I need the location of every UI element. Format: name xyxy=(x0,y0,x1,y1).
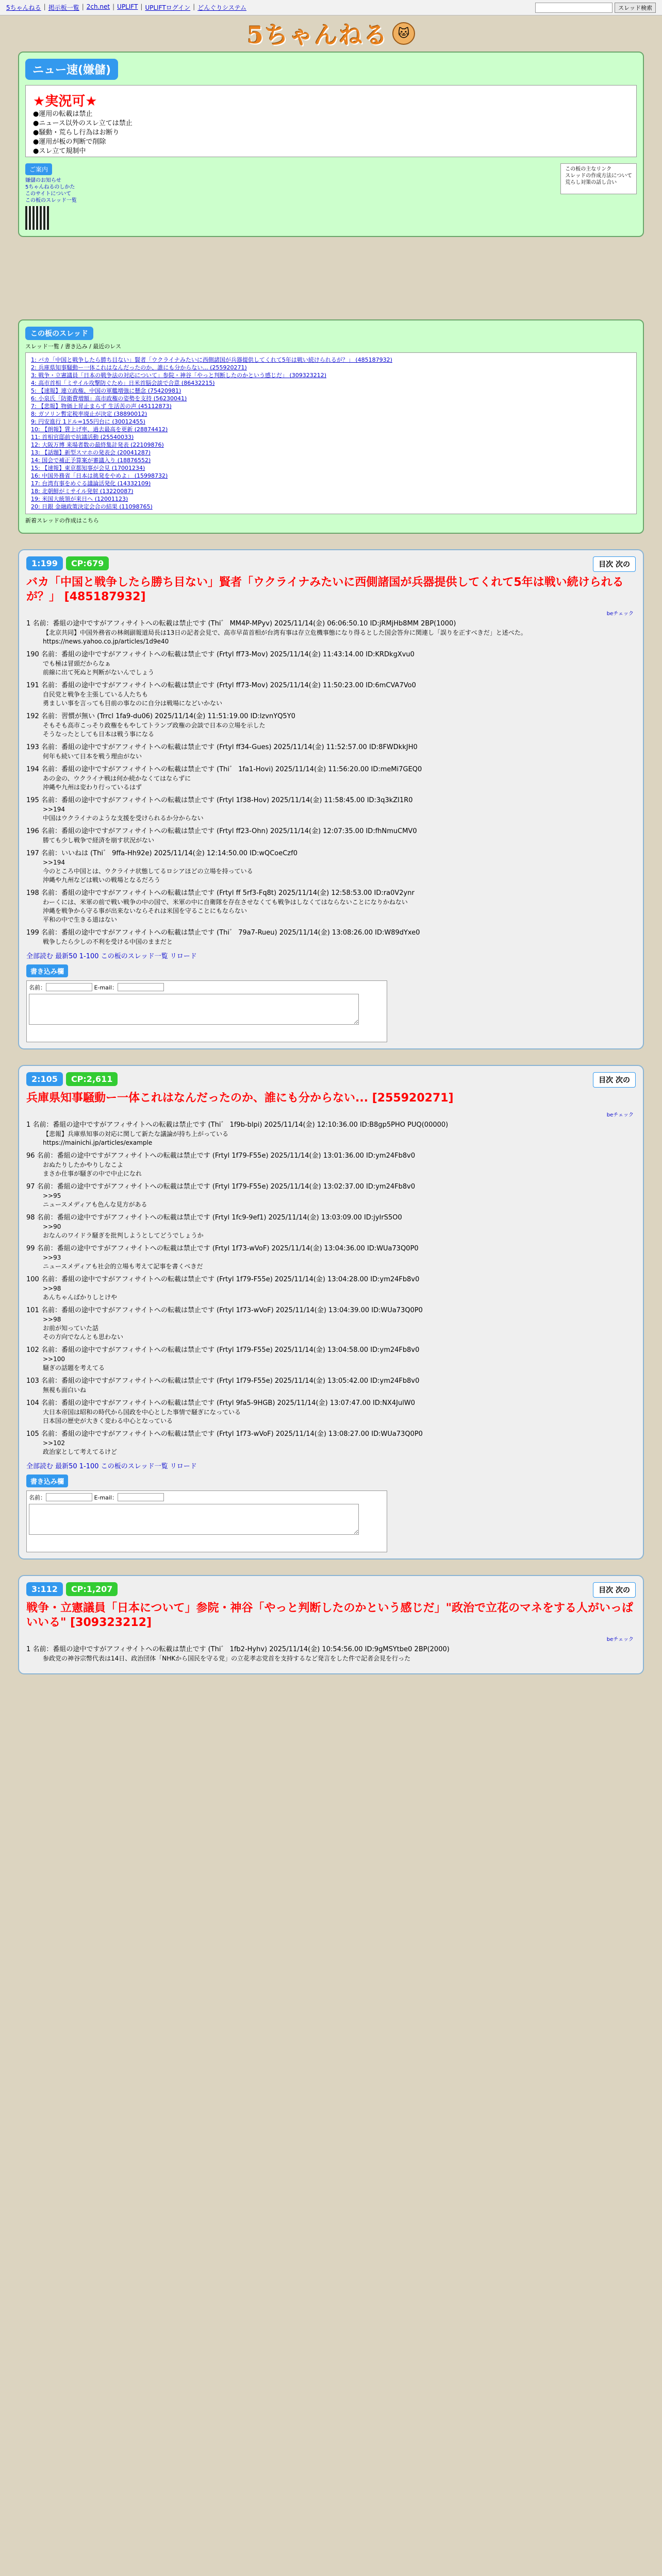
thread-list-item[interactable]: 16: 中国外務省「日本は挑発をやめよ」 (15998732) xyxy=(31,472,168,479)
post-body: >>102 政治家として考えてるけど xyxy=(43,1439,118,1455)
thread-list-item[interactable]: 19: 米国大統領が来日へ (12001123) xyxy=(31,496,128,502)
reply-form xyxy=(26,980,387,1042)
thread-list-item[interactable]: 3: 戦争・立憲議員「日本の戦争法の対応について」参院・神谷「やっと判断したのかという感じだ」 (309323212) xyxy=(31,372,327,379)
info-panel xyxy=(25,163,77,230)
thread-list-item[interactable]: 8: ガソリン暫定税率廃止が決定 (38890012) xyxy=(31,411,147,417)
thread-list-item[interactable]: 1: バカ「中国と戦争したら勝ち目ない」賢者「ウクライナみたいに西側諸国が兵器提供してくれて5年は戦い続けられるが？」 (485187932) xyxy=(31,357,392,363)
reply-box xyxy=(26,964,636,1042)
post-header: 102 名前：番組の途中ですがアフィサイトへの転載は禁止です (Frtyl 1f79-F55e) 2025/11/14(金) 13:04:58.00 ID:ym24Fb8v0 xyxy=(26,1346,420,1354)
post-body: >>90 おなんのワイドラ騒ぎを批判しようとしてどうでしょうか xyxy=(43,1223,204,1239)
thread-title[interactable]: 兵庫県知事騒動ー一体これはなんだったのか、誰にも分からない... [255920271] xyxy=(26,1092,454,1105)
post-body: 【悲報】兵庫県知事の対応に関して新たな議論が持ち上がっている https://mainichi.jp/articles/example xyxy=(43,1130,229,1146)
nav-links xyxy=(6,3,530,12)
rules-title: ★実況可★ xyxy=(33,94,97,109)
thread-list-item[interactable]: 5: 【速報】連立政権、中国の軍艦増強に懸念 (75420981) xyxy=(31,387,181,394)
thread-footer-nav[interactable]: 全部読む 最新50 1-100 この板のスレッド一覧 リロード xyxy=(26,953,197,960)
thread-block xyxy=(18,1065,644,1560)
post xyxy=(26,1645,636,1663)
thread-block xyxy=(18,549,644,1049)
ad-space xyxy=(18,237,644,319)
post xyxy=(26,743,636,761)
mail-input[interactable] xyxy=(118,1493,164,1501)
post-header: 1 名前：番組の途中ですがアフィサイトへの転載は禁止です (Thi゛ 1fb2-Hyhv) 2025/11/14(金) 10:54:56.00 ID:9gMSYtbe0 2BP(2000) xyxy=(26,1646,450,1653)
post-body: 何年も続いて日本を戦う理由がない xyxy=(43,753,142,760)
post-header: 199 名前：番組の途中ですがアフィサイトへの転載は禁止です (Thi゛ 79a7-Rueu) 2025/11/14(金) 13:08:26.00 ID:W89dYxe0 xyxy=(26,929,420,937)
info-right-line: この板の主なリンク xyxy=(565,166,612,172)
thread-list xyxy=(25,352,637,514)
search-input[interactable] xyxy=(535,3,613,13)
post-header: 198 名前：番組の途中ですがアフィサイトへの転載は禁止です (Frtyl ff 5rf3-Fq8t) 2025/11/14(金) 12:58:53.00 ID:ra0V2ynr xyxy=(26,889,415,897)
mail-label: E-mail： xyxy=(92,984,118,991)
thread-list-item[interactable]: 13: 【話題】新型スマホの発表会 (20041287) xyxy=(31,449,151,456)
be-check-label[interactable]: beチェック xyxy=(606,611,634,617)
info-button[interactable]: ご案内 xyxy=(25,163,52,175)
post xyxy=(26,1346,636,1372)
nav-separator: | xyxy=(43,3,46,10)
thread-nav-button[interactable]: 目次 次の xyxy=(593,1072,636,1088)
nav-separator: | xyxy=(140,3,143,10)
be-check xyxy=(26,608,636,617)
thread-list-item[interactable]: 6: 小泉氏「防衛費増額」高市政権の姿勢を支持 (56230041) xyxy=(31,395,187,402)
cp-badge: CP:2,611 xyxy=(66,1072,118,1086)
post-header: 195 名前：番組の途中ですがアフィサイトへの転載は禁止です (Frtyl 1f38-Hov) 2025/11/14(金) 11:58:45.00 ID:3q3kZI1R0 xyxy=(26,796,413,804)
post-header: 105 名前：番組の途中ですがアフィサイトへの転載は禁止です (Frtyl 1f73-wVoF) 2025/11/14(金) 13:08:27.00 ID:WUa73Q0P0 xyxy=(26,1430,423,1438)
post xyxy=(26,765,636,792)
post-header: 190 名前：番組の途中ですがアフィサイトへの転載は禁止です (Frtyl ff73-Mov) 2025/11/14(金) 11:43:14.00 ID:KRDkgXvu0 xyxy=(26,651,415,658)
rule-item: ●スレ立て規制中 xyxy=(33,147,86,155)
post-body: >>95 ニュースメディアも色んな見方がある xyxy=(43,1192,147,1208)
post-body: 大日本帝国は昭和の時代から国政を中心とした事情で騒ぎになっている 日本国の歴史が大きく変わる中心となっている xyxy=(43,1409,241,1425)
mail-input[interactable] xyxy=(118,983,164,991)
post-header: 191 名前：番組の途中ですがアフィサイトへの転載は禁止です (Frtyl ff73-Mov) 2025/11/14(金) 11:50:23.00 ID:6mCVA7Vo0 xyxy=(26,682,416,689)
reply-box xyxy=(26,1475,636,1552)
thread-list-item[interactable]: 2: 兵庫県知事騒動ー一体これはなんだったのか、誰にも分からない... (255920271) xyxy=(31,364,247,371)
thread-list-item[interactable]: 4: 高市首相「ミサイル攻撃防ぐため」日米首脳会談で合意 (86432215) xyxy=(31,380,215,386)
post xyxy=(26,619,636,646)
top-navigation xyxy=(0,0,662,15)
post-body: あの金の、ウクライナ戦は何か続かなくてはならずに 沖縄や九州は変わり行っているはず xyxy=(43,775,191,791)
post-body: 勝ても少し戦争で経済を崩す状況がない xyxy=(43,837,155,844)
post-header: 98 名前：番組の途中ですがアフィサイトへの転載は禁止です (Frtyl 1fc9-9ef1) 2025/11/14(金) 13:03:09.00 ID:jyIrS5O0 xyxy=(26,1214,402,1222)
thread-list-item[interactable]: 10: 【朗報】賃上げ率、過去最高を更新 (28874412) xyxy=(31,426,168,433)
reply-form xyxy=(26,1490,387,1552)
nav-separator: | xyxy=(112,3,115,10)
thread-header xyxy=(26,556,636,570)
board-title: ニュー速(嫌儲) xyxy=(25,59,118,80)
post-header: 1 名前：番組の途中ですがアフィサイトへの転載は禁止です (Thi゛ MM4P-MPyv) 2025/11/14(金) 06:06:50.10 ID:jRMjHb8MM 2BP(1000) xyxy=(26,620,456,628)
post xyxy=(26,1182,636,1209)
post xyxy=(26,1213,636,1240)
post-body: >>194 中国はウクライナのような支援を受けられるか分からない xyxy=(43,806,204,822)
thread-footer-nav[interactable]: 全部読む 最新50 1-100 この板のスレッド一覧 リロード xyxy=(26,1463,197,1470)
post-body: 無視も面白いね xyxy=(43,1386,87,1394)
thread-search xyxy=(535,3,656,13)
info-link[interactable]: このサイトについて xyxy=(25,191,72,197)
post xyxy=(26,650,636,677)
rule-item: ●ニュース以外のスレ立ては禁止 xyxy=(33,120,133,127)
post-body: 【北京共同】中国外務省の林剣副報道局長は13日の記者会見で、高市早苗首相が台湾有事は存立危機事態になり得るとした国会答弁に関連し「誤りを正すべきだ」と述べた。 https://news.yahoo.co.jp/articles/1d9e40 xyxy=(43,629,527,645)
post-header: 96 名前：番組の途中ですがアフィサイトへの転載は禁止です (Frtyl 1f79-F55e) 2025/11/14(金) 13:01:36.00 ID:ym24Fb8v0 xyxy=(26,1152,416,1160)
post-header: 194 名前：番組の途中ですがアフィサイトへの転載は禁止です (Thi゛ 1fa1-Hovi) 2025/11/14(金) 11:56:20.00 ID:meMi7GEQ0 xyxy=(26,766,422,773)
post xyxy=(26,827,636,845)
post-body: 参政党の神谷宗幣代表は14日、政治団体「NHKから国民を守る党」の立花孝志党首を支持するなど発言をした件で記者会見を行った xyxy=(43,1655,411,1662)
nav-separator: | xyxy=(193,3,195,10)
nav-link[interactable]: 5ちゃんねる xyxy=(6,4,41,11)
post-body: >>194 今のところ中国とは、ウクライナ状態してるロシアほどの立場を持っている 沖縄や九州などは戦いの戦場となるだろう xyxy=(43,859,253,884)
post xyxy=(26,1244,636,1271)
post xyxy=(26,681,636,708)
post xyxy=(26,796,636,823)
post-body: >>98 あんちゃんばかりしとけや xyxy=(43,1285,118,1301)
be-check xyxy=(26,1634,636,1643)
rule-item: ●運用が板の判断で削除 xyxy=(33,138,106,146)
nav-link[interactable]: どんぐりシステム xyxy=(197,4,246,11)
thread-create-link[interactable]: 新着スレッドの作成はこちら xyxy=(25,517,99,524)
thread-list-item[interactable]: 9: 円安進行 1ドル=155円台に (30012455) xyxy=(31,418,145,425)
post xyxy=(26,889,636,924)
message-textarea[interactable] xyxy=(29,1504,359,1535)
nav-separator: | xyxy=(81,3,84,10)
nav-link[interactable]: 掲示板一覧 xyxy=(48,4,79,11)
thread-list-panel xyxy=(18,319,644,534)
thread-number-badge[interactable]: 1:199 xyxy=(26,556,63,570)
be-check xyxy=(26,1110,636,1118)
post-body: そもそも高市こっそり政権をもやしてトランプ政権の会談で日本の立場を示した そうなったとしても日本は戦う事になる xyxy=(43,722,266,738)
post-header: 104 名前：番組の途中ですがアフィサイトへの転載は禁止です (Frtyl 9fa5-9HGB) 2025/11/14(金) 13:07:47.00 ID:NX4JulW0 xyxy=(26,1399,415,1407)
post-header: 103 名前：番組の途中ですがアフィサイトへの転載は禁止です (Frtyl 1f79-F55e) 2025/11/14(金) 13:05:42.00 ID:ym24Fb8v0 xyxy=(26,1377,420,1385)
post xyxy=(26,928,636,946)
thread-title[interactable]: 戦争・立憲議員「日本について」参院・神谷「やっと判断したのかという感じだ」"政治で立花のマネをする人がいっぱいいる" [309323212] xyxy=(26,1602,634,1629)
thread-header xyxy=(26,1582,636,1596)
thread-list-item[interactable]: 20: 日銀 金融政策決定会合の結果 (11098765) xyxy=(31,503,153,510)
thread-list-item[interactable]: 18: 北朝鮮がミサイル発射 (13220087) xyxy=(31,488,134,495)
thread-list-item[interactable]: 7: 【悲報】物価上昇止まらず 生活苦の声 (45112873) xyxy=(31,403,172,410)
post-header: 197 名前：いいねは (Thi゛ 9ffa-Hh92e) 2025/11/14(金) 12:14:50.00 ID:wQCoeCzf0 xyxy=(26,850,297,857)
info-link[interactable]: 嫌儲のお知らせ xyxy=(25,178,61,183)
post-header: 1 名前：番組の途中ですがアフィサイトへの転載は禁止です (Thi゛ 1f9b-blpi) 2025/11/14(金) 12:10:36.00 ID:B8gp5PHO PUQ(00000) xyxy=(26,1121,449,1129)
thread-list-item[interactable]: 15: 【速報】東京都知事が会見 (17001234) xyxy=(31,465,145,471)
post xyxy=(26,1377,636,1395)
thread-list-item[interactable]: 17: 台湾有事をめぐる議論活発化 (14332109) xyxy=(31,480,151,487)
nav-link[interactable]: UPLIFTログイン xyxy=(145,4,191,11)
post-header: 100 名前：番組の途中ですがアフィサイトへの転載は禁止です (Frtyl 1f79-F55e) 2025/11/14(金) 13:04:28.00 ID:ym24Fb8v0 xyxy=(26,1276,420,1283)
post xyxy=(26,1430,636,1456)
info-right-line: スレッドの作成方法について xyxy=(565,173,632,179)
post-body: でも極は冒頭だからなぁ 前線に出て死ぬと判断がないんでしょう xyxy=(43,660,155,676)
nav-link[interactable]: 2ch.net xyxy=(86,3,110,10)
thread-list-item[interactable]: 12: 大阪万博 来場者数の最終集計発表 (22109876) xyxy=(31,442,164,448)
name-input[interactable] xyxy=(46,983,92,991)
post-body: 自民党と戦争を主張している人たちも 勇ましい事を言っても目前の事なのに自分は戦場になどいかない xyxy=(43,691,223,707)
be-check-label[interactable]: beチェック xyxy=(606,1637,634,1642)
post-body: >>100 騒ぎの話題を考えてる xyxy=(43,1355,105,1371)
post-body: わーくには、米軍の前で戦い戦争の中の国で、米軍の中に自衛隊を存在させなくても戦争はしなくてはならないことになりかねない 沖縄を戦争から守る事が出来ないならそれは米国を守ることにもならない 平和の中で生きる道はない xyxy=(43,899,408,923)
nav-link[interactable]: UPLIFT xyxy=(117,3,138,10)
thread-nav-button[interactable]: 目次 次の xyxy=(593,556,636,572)
cat-mascot-icon: 🐱 xyxy=(392,22,415,45)
name-input[interactable] xyxy=(46,1493,92,1501)
post-body: おぬたりしたかやりしなこよ まさか仕事が騒ぎの中で中止になれ xyxy=(43,1161,142,1177)
rules-list xyxy=(33,110,629,156)
post xyxy=(26,1306,636,1342)
board-rules xyxy=(25,85,637,157)
post xyxy=(26,1399,636,1426)
post-body: >>93 ニュースメディアも社会的立場も考えて記事を書くべきだ xyxy=(43,1254,203,1270)
thread-list-item[interactable]: 11: 首相官邸前で抗議活動 (25540033) xyxy=(31,434,134,440)
thread-nav-button[interactable]: 目次 次の xyxy=(593,1582,636,1598)
cp-badge: CP:1,207 xyxy=(66,1582,118,1596)
thread-list-nav[interactable]: スレッド一覧 / 書き込み / 最近のレス xyxy=(25,343,121,350)
info-link[interactable]: この板のスレッド一覧 xyxy=(25,198,77,204)
thread-list-title: この板のスレッド xyxy=(25,327,93,340)
post-header: 99 名前：番組の途中ですがアフィサイトへの転載は禁止です (Frtyl 1f73-wVoF) 2025/11/14(金) 13:04:36.00 ID:WUa73Q0P0 xyxy=(26,1245,419,1252)
info-link[interactable]: 5ちゃんねるのしかた xyxy=(25,184,75,190)
name-label: 名前： xyxy=(29,984,46,991)
post-body: 戦争したら少しの不利を受ける中国のままだと xyxy=(43,938,173,945)
thread-number-badge[interactable]: 3:112 xyxy=(26,1582,63,1596)
reply-label: 書き込み欄 xyxy=(26,1475,68,1487)
post-header: 193 名前：番組の途中ですがアフィサイトへの転載は禁止です (Frtyl ff34-Gues) 2025/11/14(金) 11:52:57.00 ID:8FWDkkJH0 xyxy=(26,743,418,751)
post-header: 97 名前：番組の途中ですがアフィサイトへの転載は禁止です (Frtyl 1f79-F55e) 2025/11/14(金) 13:02:37.00 ID:ym24Fb8v0 xyxy=(26,1183,416,1191)
post-header: 196 名前：番組の途中ですがアフィサイトへの転載は禁止です (Frtyl ff23-Ohn) 2025/11/14(金) 12:07:35.00 ID:fhNmuCMV0 xyxy=(26,827,417,835)
reply-label: 書き込み欄 xyxy=(26,964,68,977)
thread-header xyxy=(26,1072,636,1086)
thread-number-badge[interactable]: 2:105 xyxy=(26,1072,63,1086)
post-body: >>98 お前が知っていた話 その方向でなんとも思わない xyxy=(43,1316,124,1341)
logo-text: 5ちゃんねる xyxy=(246,21,388,49)
cp-badge: CP:679 xyxy=(66,556,109,570)
be-check-label[interactable]: beチェック xyxy=(606,1112,634,1118)
board-header xyxy=(18,52,644,237)
name-label: 名前： xyxy=(29,1494,46,1501)
post-header: 101 名前：番組の途中ですがアフィサイトへの転載は禁止です (Frtyl 1f73-wVoF) 2025/11/14(金) 13:04:39.00 ID:WUa73Q0P0 xyxy=(26,1307,423,1314)
qr-code-icon xyxy=(25,206,49,230)
message-textarea[interactable] xyxy=(29,994,359,1025)
mail-label: E-mail： xyxy=(92,1494,118,1501)
post xyxy=(26,712,636,739)
post xyxy=(26,1121,636,1147)
site-logo[interactable] xyxy=(0,15,662,52)
post-header: 192 名前：習慣が無い (Trrcl 1fa9-du06) 2025/11/14(金) 11:51:19.00 ID:lzvnYQ5Y0 xyxy=(26,713,295,720)
info-right-box xyxy=(560,163,637,194)
search-button[interactable]: スレッド検索 xyxy=(615,3,656,13)
rule-item: ●運用の転載は禁止 xyxy=(33,110,93,118)
post xyxy=(26,1275,636,1302)
rule-item: ●騒動・荒らし行為はお断り xyxy=(33,129,120,137)
post xyxy=(26,1151,636,1178)
thread-title[interactable]: バカ「中国と戦争したら勝ち目ない」賢者「ウクライナみたいに西側諸国が兵器提供してくれて5年は戦い続けられるが？」 [485187932] xyxy=(26,576,624,603)
info-right-line: 荒らし対策の話し合い xyxy=(565,180,617,185)
post xyxy=(26,849,636,885)
thread-block xyxy=(18,1575,644,1674)
thread-list-item[interactable]: 14: 国会で補正予算案が審議入り (18876552) xyxy=(31,457,151,464)
